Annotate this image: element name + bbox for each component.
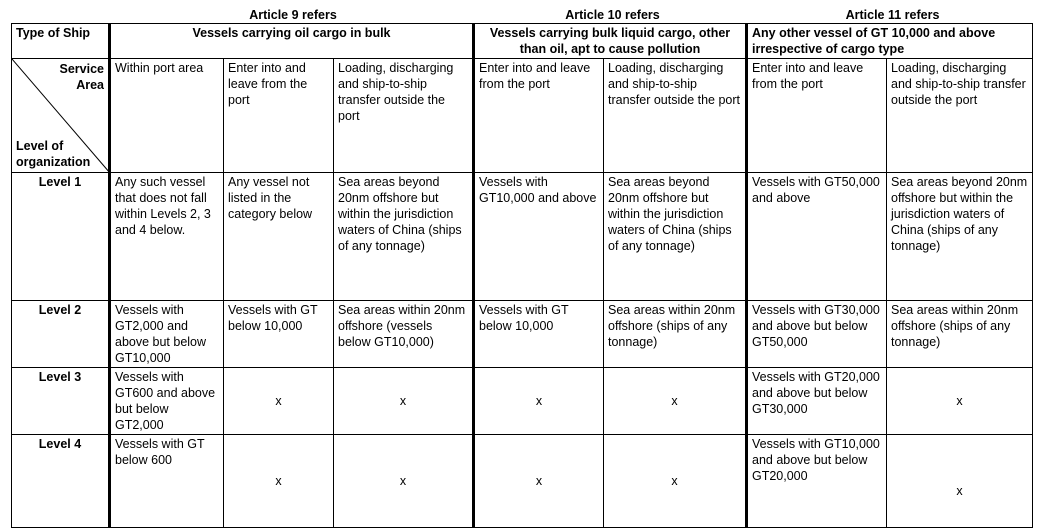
empty-marker: x [887, 368, 1033, 435]
table-cell: Sea areas beyond 20nm offshore but within the jurisdiction waters of China (ships of any tonnage) [887, 173, 1033, 301]
table-cell: Vessels with GT below 10,000 [224, 301, 334, 368]
table-cell: Vessels with GT600 and above but below GT2,000 [110, 368, 224, 435]
ship-classification-table [11, 23, 1033, 528]
table-row [12, 435, 1033, 528]
level-3-label: Level 3 [12, 368, 110, 435]
table-cell: Sea areas beyond 20nm offshore but within the jurisdiction waters of China (ships of any tonnage) [604, 173, 747, 301]
table-cell: Sea areas within 20nm offshore (ships of any tonnage) [887, 301, 1033, 368]
subheader-loading-other: Loading, discharging and ship-to-ship transfer outside the port [887, 59, 1033, 173]
empty-marker: x [224, 368, 334, 435]
table-row [12, 301, 1033, 368]
article-9-label: Article 9 refers [249, 8, 337, 22]
table-cell: Any such vessel that does not fall within Levels 2, 3 and 4 below. [110, 173, 224, 301]
table-cell: Vessels with GT2,000 and above but below GT10,000 [110, 301, 224, 368]
table-row [12, 173, 1033, 301]
article-references [0, 7, 1044, 23]
table-cell: Vessels with GT below 10,000 [474, 301, 604, 368]
table-cell: Vessels with GT20,000 and above but below GT30,000 [747, 368, 887, 435]
type-of-ship-header: Type of Ship [12, 24, 110, 59]
table-cell: Sea areas within 20nm offshore (ships of any tonnage) [604, 301, 747, 368]
level-1-label: Level 1 [12, 173, 110, 301]
empty-marker: x [474, 435, 604, 528]
service-area-label: Service Area [59, 62, 104, 92]
level-of-organization-label: Level of organization [16, 139, 91, 169]
table-cell: Vessels with GT50,000 and above [747, 173, 887, 301]
level-4-label: Level 4 [12, 435, 110, 528]
level-2-label: Level 2 [12, 301, 110, 368]
table-cell: Vessels with GT below 600 [110, 435, 224, 528]
corner-diagonal-cell [12, 59, 110, 173]
empty-marker: x [334, 435, 474, 528]
article-10-label: Article 10 refers [565, 8, 660, 22]
table-row [12, 368, 1033, 435]
table-cell: Sea areas beyond 20nm offshore but within the jurisdiction waters of China (ships of any tonnage) [334, 173, 474, 301]
subheader-loading-oil: Loading, discharging and ship-to-ship transfer outside the port [334, 59, 474, 173]
subheader-within-port: Within port area [110, 59, 224, 173]
empty-marker: x [224, 435, 334, 528]
table-cell: Vessels with GT30,000 and above but below GT50,000 [747, 301, 887, 368]
table-cell: Any vessel not listed in the category below [224, 173, 334, 301]
group-header-other: Any other vessel of GT 10,000 and above irrespective of cargo type [747, 24, 1033, 59]
subheader-enter-leave-other: Enter into and leave from the port [747, 59, 887, 173]
subheader-loading-liquid: Loading, discharging and ship-to-ship transfer outside the port [604, 59, 747, 173]
table-cell: Vessels with GT10,000 and above [474, 173, 604, 301]
subheader-enter-leave-liquid: Enter into and leave from the port [474, 59, 604, 173]
empty-marker: x [604, 435, 747, 528]
article-11-label: Article 11 refers [845, 8, 940, 22]
group-header-oil: Vessels carrying oil cargo in bulk [110, 24, 474, 59]
table-cell: Vessels with GT10,000 and above but below GT20,000 [747, 435, 887, 528]
empty-marker: x [604, 368, 747, 435]
empty-marker: x [334, 368, 474, 435]
subheader-enter-leave-oil: Enter into and leave from the port [224, 59, 334, 173]
table-cell: Sea areas within 20nm offshore (vessels below GT10,000) [334, 301, 474, 368]
empty-marker: x [887, 435, 1033, 528]
group-header-liquid: Vessels carrying bulk liquid cargo, other than oil, apt to cause pollution [474, 24, 747, 59]
empty-marker: x [474, 368, 604, 435]
